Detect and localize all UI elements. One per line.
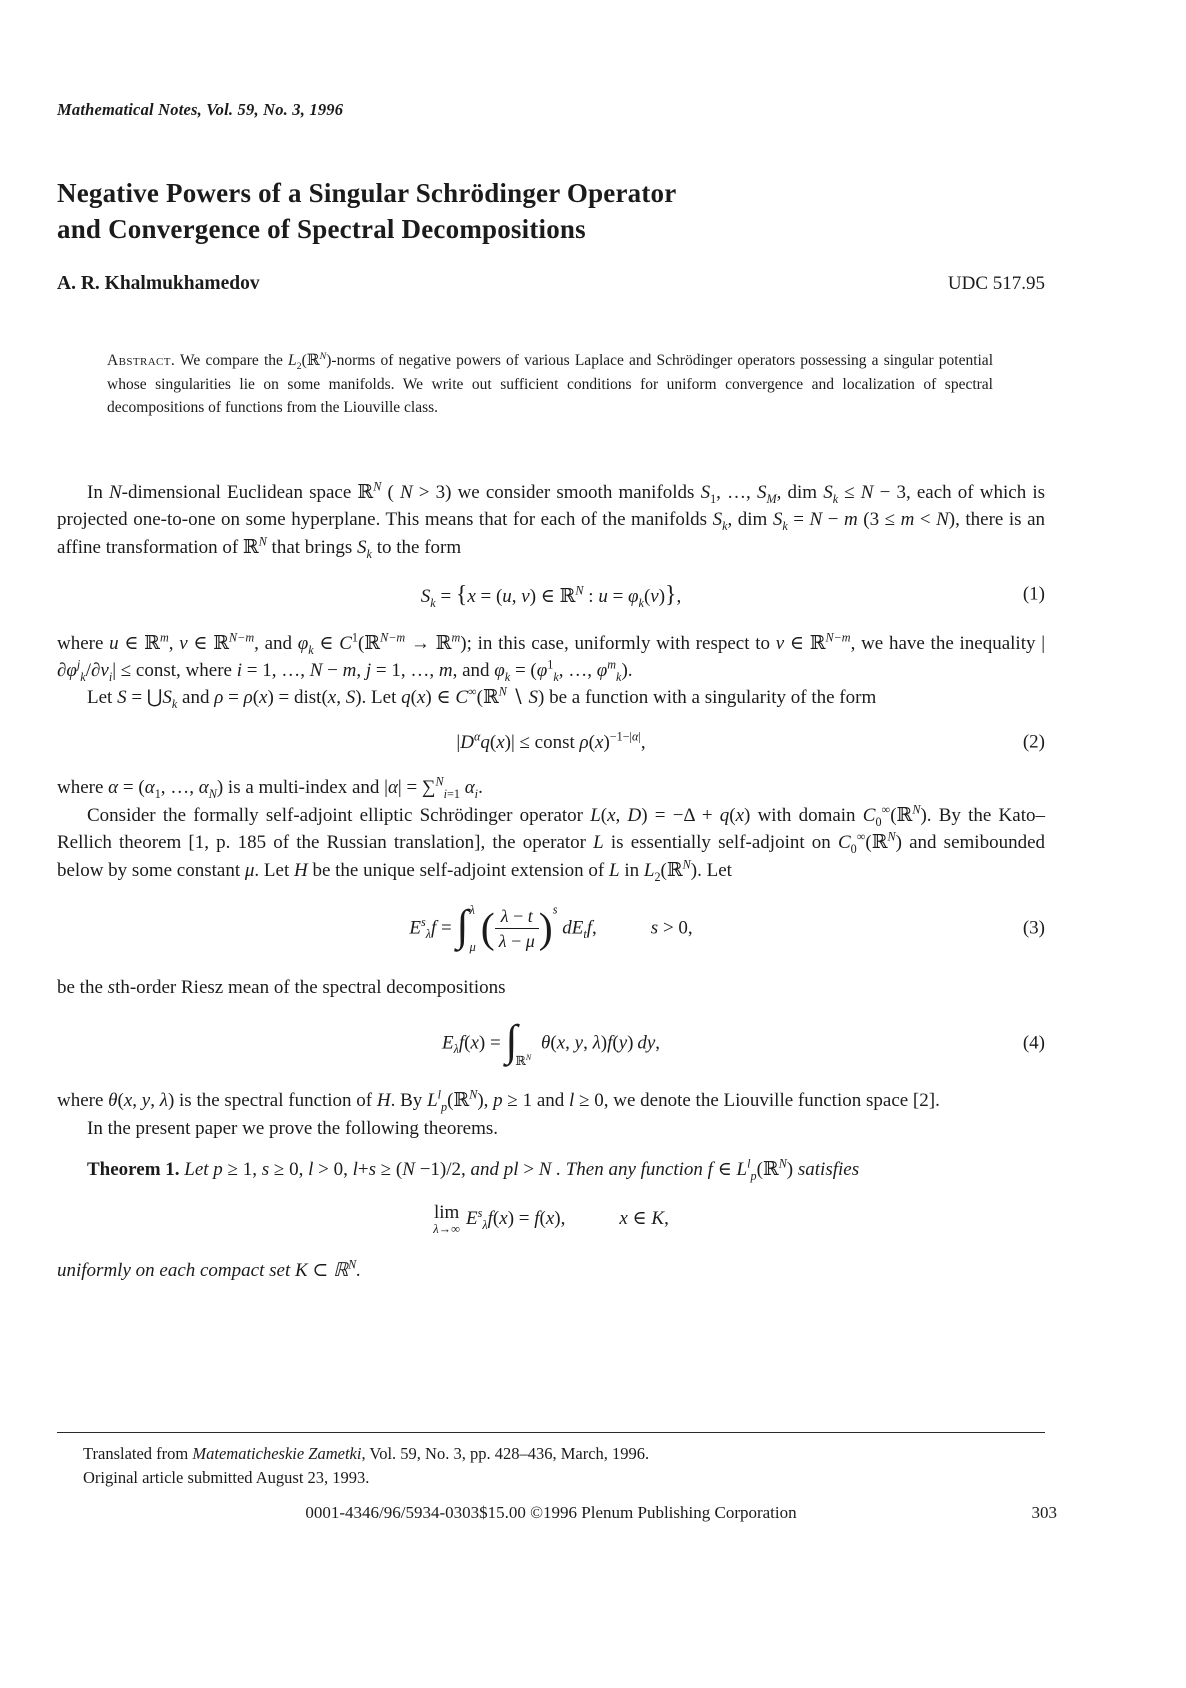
equation-3 xyxy=(57,900,1045,955)
equation-4-content: $E_\lambda f(x)$ = ∫ ℝ$^N$ θ(x, y, λ)f(y) dy, xyxy=(442,1016,660,1068)
equation-1-content: $S_k = \{x = (u$, v) ∈ ℝ$^N$ : $u = \varphi_k(v)$}, xyxy=(420,582,682,610)
theorem-1: Theorem 1. Let p ≥ 1, s ≥ 0, l > 0, l+s ≥ (N −1)/2, and pl > N . Then any function f ∈ $L^l_p(ℝ^N)$ satisfies xyxy=(87,1156,860,1183)
abstract-text: We compare the $L_2(ℝ^N)$-norms of negative powers of various Laplace and Schrödinger operators possessing a singular potential whose singularities lie on some manifolds. We write out sufficient conditions for uniform convergence and localization of spectral decompositions of functions from the Liouville class. xyxy=(107,351,993,416)
paper-title xyxy=(57,176,1045,247)
equation-2 xyxy=(57,729,1045,755)
equation-3-content: $E^s_\lambda f$ = ∫ λ μ ( $\frac{\lambda - t}{\lambda - \mu}$ )$^s$ $dE_tf$, s > 0, xyxy=(409,900,693,955)
page-number: 303 xyxy=(1031,1502,1057,1522)
theorem-conclusion: uniformly on each compact set K ⊂ ℝ$^N$. xyxy=(57,1257,361,1282)
paper-body xyxy=(57,479,1045,1284)
udc-code: UDC 517.95 xyxy=(947,273,1045,295)
equation-4-number: (4) xyxy=(1022,1032,1045,1054)
issn-copyright-line: 0001-4346/96/5934-0303$15.00 ©1996 Plenum Publishing Corporation xyxy=(305,1502,797,1522)
body-paragraph-5: Consider the formally self-adjoint elliptic Schrödinger operator L(x, D) = −Δ + q(x) with domain $C_0^\infty(ℝ^N)$. By the Kato–Rellich theorem [1, p. 185 of the Russian translation], the operator L is essentially self-adjoint on $C_0^\infty(ℝ^N)$ and semibounded below by some constant μ. Let H be the unique self-adjoint extension of L in $L_2(ℝ^N)$. Let xyxy=(57,802,1045,884)
body-paragraph-6: be the sth-order Riesz mean of the spectral decompositions xyxy=(57,976,506,998)
page-footer xyxy=(57,1432,1057,1523)
journal-header: Mathematical Notes, Vol. 59, No. 3, 1996 xyxy=(57,100,344,119)
body-paragraph-1: In N-dimensional Euclidean space ℝ$^N$ ( N > 3) we consider smooth manifolds $S_1$, …, $S_M$, dim $S_k \le N - 3$, each of which is projected one-to-one on some hyperplane. This means that for each of the manifolds $S_k$, dim $S_k = N - m$ (3 ≤ m < N), there is an affine transformation of ℝ$^N$ that brings $S_k$ to the form xyxy=(57,479,1046,561)
abstract-label: Abstract. xyxy=(107,352,176,370)
issn-row xyxy=(57,1502,1057,1523)
paper-title-line1: Negative Powers of a Singular Schrödinger Operator xyxy=(57,178,677,208)
footnote-line-2: Original article submitted August 23, 1993. xyxy=(83,1467,370,1487)
body-paragraph-8: In the present paper we prove the following theorems. xyxy=(87,1117,499,1139)
equation-2-content: $|D^\alpha q(x)|$ ≤ const $\rho(x)^{-1-|\alpha|}$, xyxy=(456,729,646,753)
footnote-divider xyxy=(57,1432,1045,1433)
body-paragraph-2: where u ∈ ℝ$^m$, v ∈ ℝ$^{N-m}$, and $\varphi_k$ ∈ $C^1(ℝ^{N-m}$ → ℝ$^m$); in this case, uniformly with respect to v ∈ ℝ$^{N-m}$, we have the inequality $|\partial\varphi^j_k/\partial v_i|$ ≤ const, where i = 1, …, N − m, j = 1, …, m, and $\varphi_k = (\varphi^1_k$, …, $\varphi^m_k$). xyxy=(57,630,1046,684)
equation-4 xyxy=(57,1016,1045,1068)
equation-1 xyxy=(57,581,1045,610)
body-paragraph-3: Let $S = ⋃S_k$ and ρ = ρ(x) = dist(x, S). Let q(x) ∈ C∞(ℝ$^N$ ∖ S) be a function with a singularity of the form xyxy=(87,684,877,712)
abstract-section xyxy=(57,349,1045,419)
limit-equation xyxy=(57,1203,1045,1237)
body-paragraph-7: where θ(x, y, λ) is the spectral function of H. By $L^l_p(ℝ^N)$, p ≥ 1 and l ≥ 0, we denote the Liouville function space [2]. xyxy=(57,1087,940,1115)
limit-equation-content: lim λ→∞ $E^s_\lambda f(x) = f(x)$, x ∈ K, xyxy=(433,1202,669,1237)
paper-title-line2: and Convergence of Spectral Decompositions xyxy=(57,213,586,244)
equation-3-number: (3) xyxy=(1022,917,1045,939)
footnote-line-1: Translated from Matematicheskie Zametki, Vol. 59, No. 3, pp. 428–436, March, 1996. xyxy=(83,1444,650,1463)
equation-1-number: (1) xyxy=(1022,583,1045,605)
equation-2-number: (2) xyxy=(1022,731,1045,753)
author-name: A. R. Khalmukhamedov xyxy=(57,273,260,295)
body-paragraph-4: where $\alpha = (\alpha_1$, …, $\alpha_N$) is a multi-index and |α| = ∑$^N_{i=1}$ $\alpha_i$. xyxy=(57,775,483,802)
byline xyxy=(57,273,1045,295)
